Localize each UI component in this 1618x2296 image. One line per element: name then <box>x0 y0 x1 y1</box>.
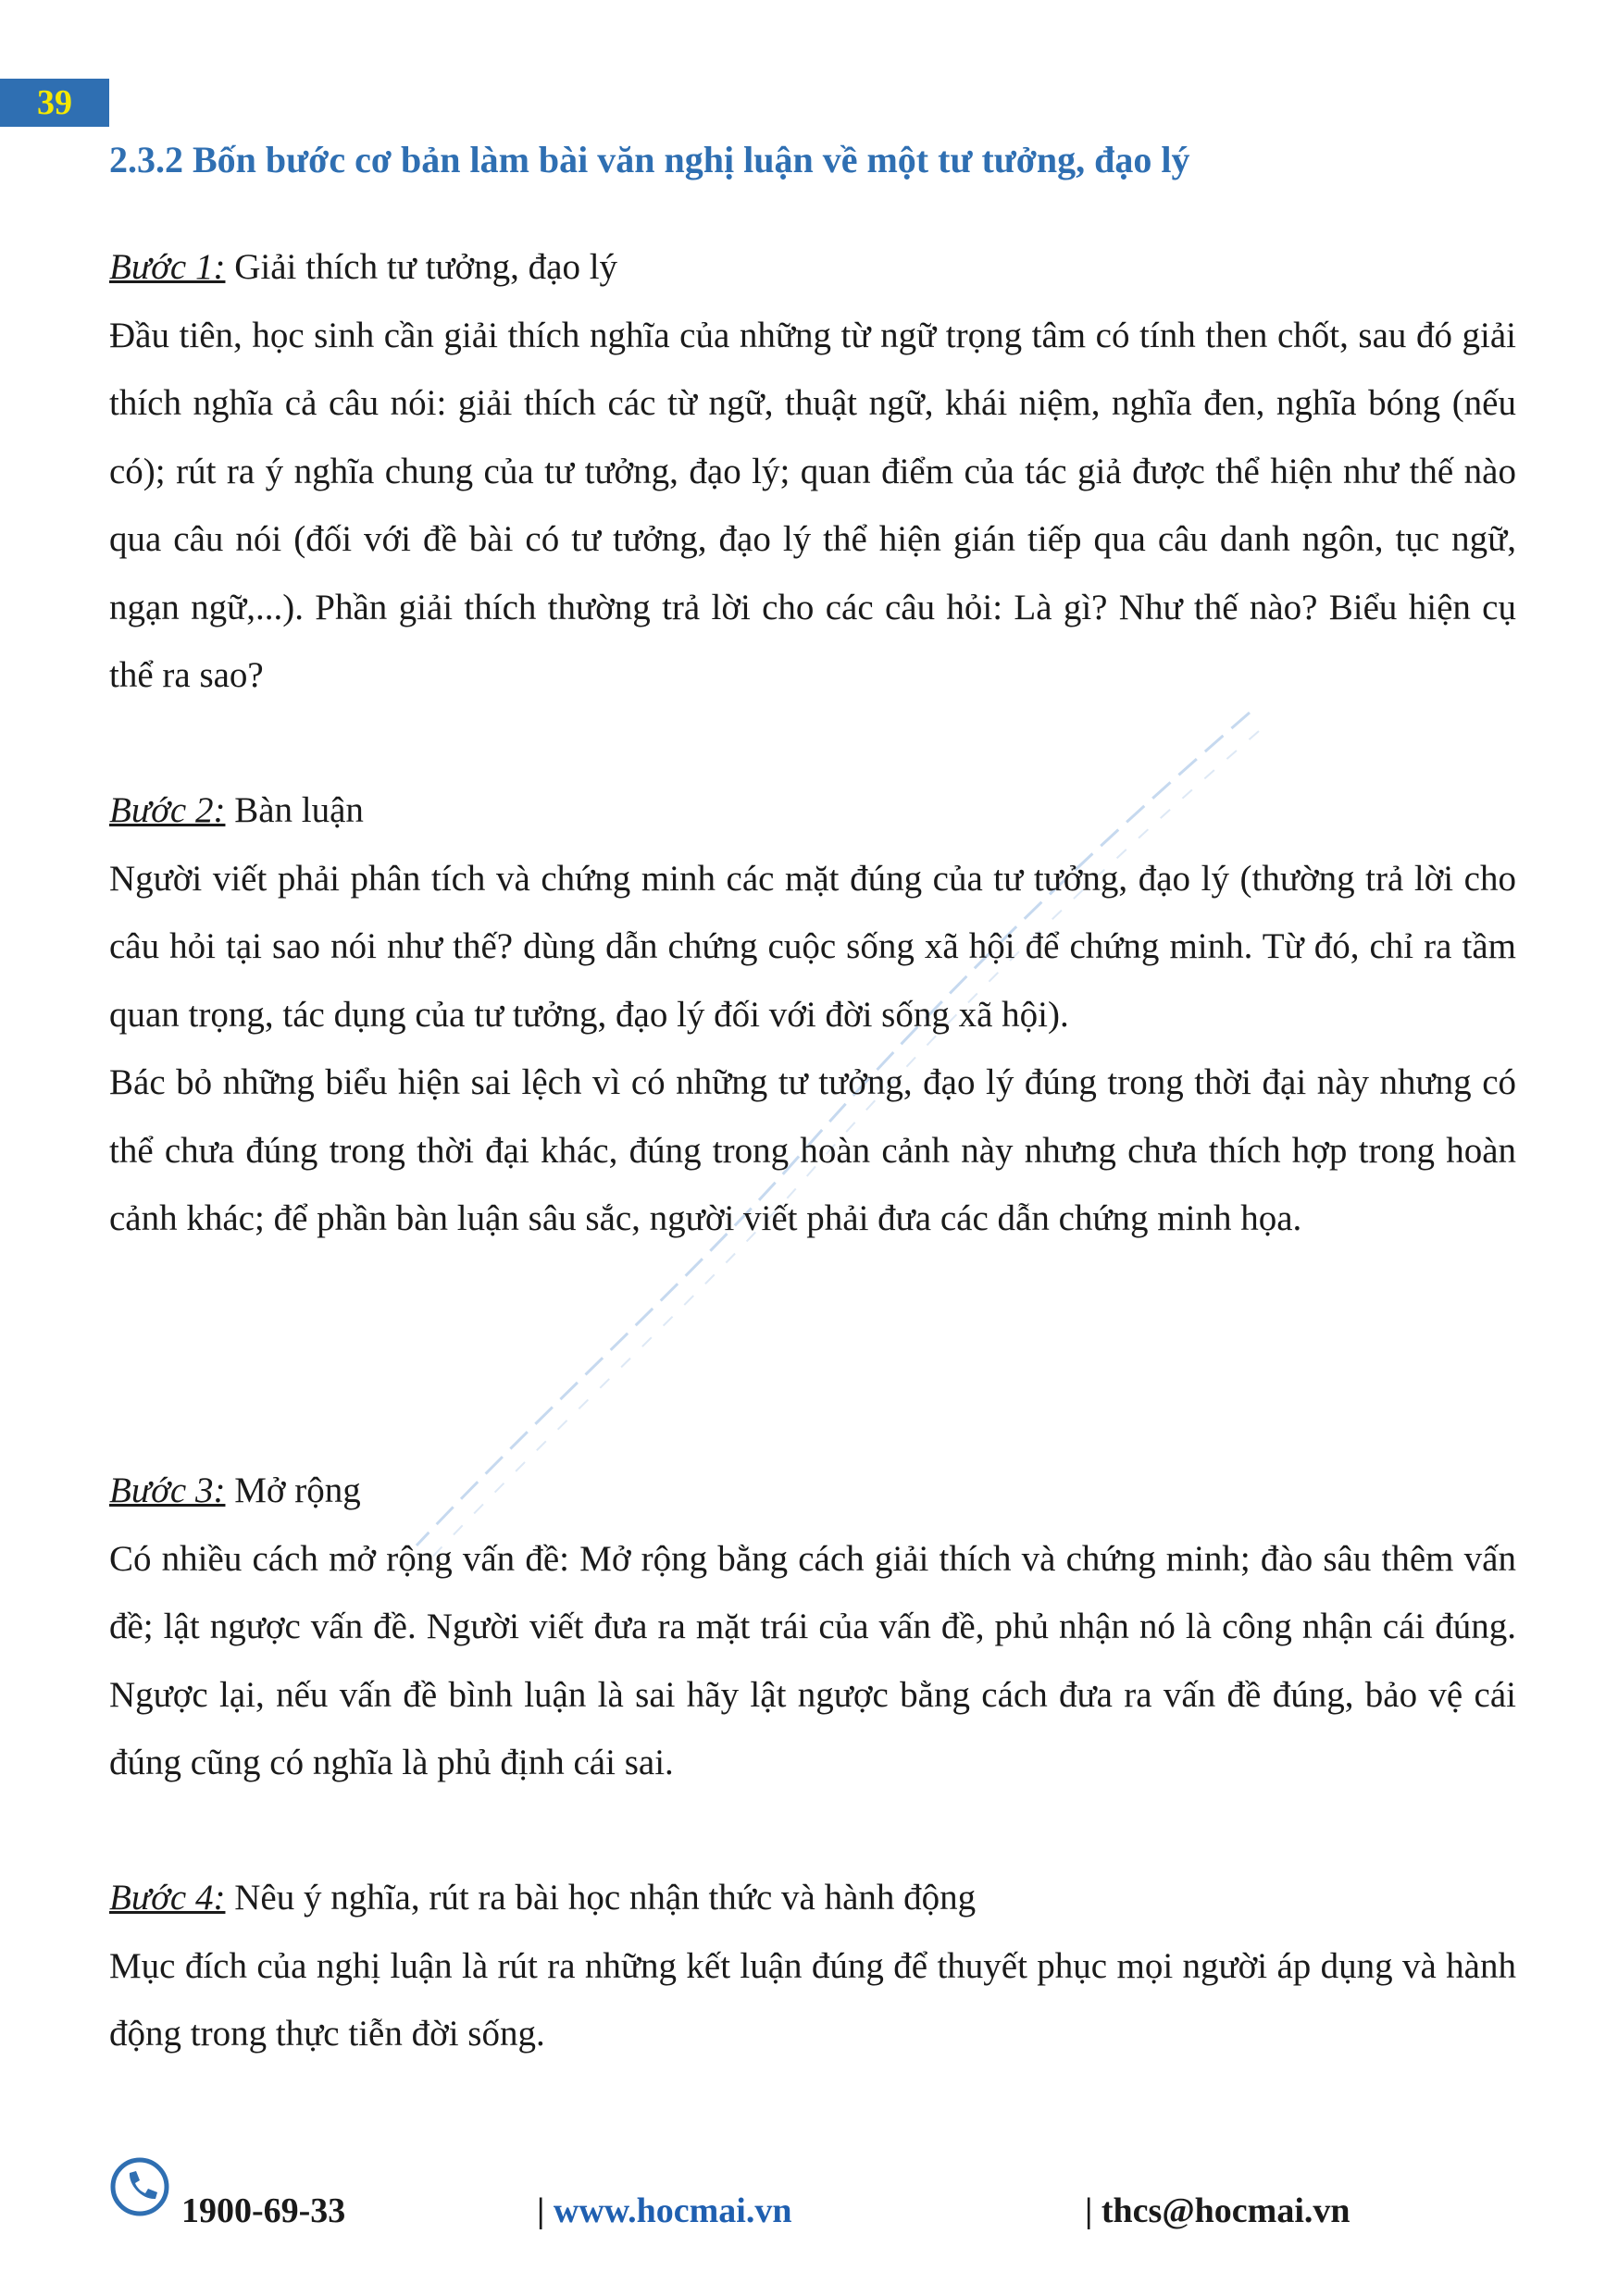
step-1-label: Bước 1: <box>109 247 226 287</box>
step-1-paragraph-1: Đầu tiên, học sinh cần giải thích nghĩa của những từ ngữ trọng tâm có tính then chốt, sau đó giải thích nghĩa cả câu nói: giải thích các từ ngữ, thuật ngữ, khái niệm, nghĩa đen, nghĩa bóng (nếu có); rút ra ý nghĩa chung của tư tưởng, đạo lý; quan điểm của tác giả được thể hiện như thế nào qua câu nói (đối với đề bài có tư tưởng, đạo lý thể hiện gián tiếp qua câu danh ngôn, tục ngữ, ngạn ngữ,...). Phần giải thích thường trả lời cho các câu hỏi: Là gì? Như thế nào? Biểu hiện cụ thể ra sao? <box>109 315 1516 695</box>
footer-separator-1: | <box>537 2191 554 2230</box>
step-2-paragraph-1: Người viết phải phân tích và chứng minh các mặt đúng của tư tưởng, đạo lý (thường trả lời cho câu hỏi tại sao nói như thế? dùng dẫn chứng cuộc sống xã hội để chứng minh. Từ đó, chỉ ra tầm quan trọng, tác dụng của tư tưởng, đạo lý đối với đời sống xã hội). <box>109 858 1516 1035</box>
step-1-heading <box>109 233 1516 302</box>
footer-website-group <box>537 2191 791 2231</box>
step-2-label: Bước 2: <box>109 790 226 830</box>
step-3-label: Bước 3: <box>109 1471 226 1510</box>
phone-icon <box>109 2156 170 2217</box>
step-1-title: Giải thích tư tưởng, đạo lý <box>225 247 618 287</box>
step-1 <box>109 233 1516 710</box>
footer-email[interactable]: thcs@hocmai.vn <box>1101 2191 1350 2230</box>
step-3-title: Mở rộng <box>225 1471 361 1510</box>
step-3-heading <box>109 1457 1516 1525</box>
page-number: 39 <box>0 79 109 127</box>
step-3 <box>109 1457 1516 1797</box>
step-4 <box>109 1864 1516 2068</box>
step-4-paragraph-1: Mục đích của nghị luận là rút ra những kết luận đúng để thuyết phục mọi người áp dụng và hành động trong thực tiễn đời sống. <box>109 1945 1516 2054</box>
step-4-title: Nêu ý nghĩa, rút ra bài học nhận thức và hành động <box>225 1878 977 1917</box>
step-2-paragraph-2: Bác bỏ những biểu hiện sai lệch vì có những tư tưởng, đạo lý đúng trong thời đại này nhưng có thể chưa đúng trong thời đại khác, đúng trong hoàn cảnh này nhưng chưa thích hợp trong hoàn cảnh khác; để phần bàn luận sâu sắc, người viết phải đưa các dẫn chứng minh họa. <box>109 1062 1516 1238</box>
footer-phone: 1900-69-33 <box>181 2191 346 2230</box>
step-4-label: Bước 4: <box>109 1878 226 1917</box>
step-2-title: Bàn luận <box>225 790 364 830</box>
step-4-heading <box>109 1864 1516 1932</box>
footer-website-link[interactable]: www.hocmai.vn <box>553 2191 792 2230</box>
footer-email-group <box>1085 2191 1350 2231</box>
footer-separator-2: | <box>1085 2191 1101 2230</box>
step-3-paragraph-1: Có nhiều cách mở rộng vấn đề: Mở rộng bằng cách giải thích và chứng minh; đào sâu thêm vấn đề; lật ngược vấn đề. Người viết đưa ra mặt trái của vấn đề, phủ nhận nó là công nhận cái đúng. Ngược lại, nếu vấn đề bình luận là sai hãy lật ngược bằng cách đưa ra vấn đề đúng, bảo vệ cái đúng cũng có nghĩa là phủ định cái sai. <box>109 1538 1516 1782</box>
step-2 <box>109 776 1516 1253</box>
section-title: 2.3.2 Bốn bước cơ bản làm bài văn nghị luận về một tư tưởng, đạo lý <box>109 139 1190 180</box>
step-2-heading <box>109 776 1516 845</box>
footer <box>0 2152 1618 2244</box>
